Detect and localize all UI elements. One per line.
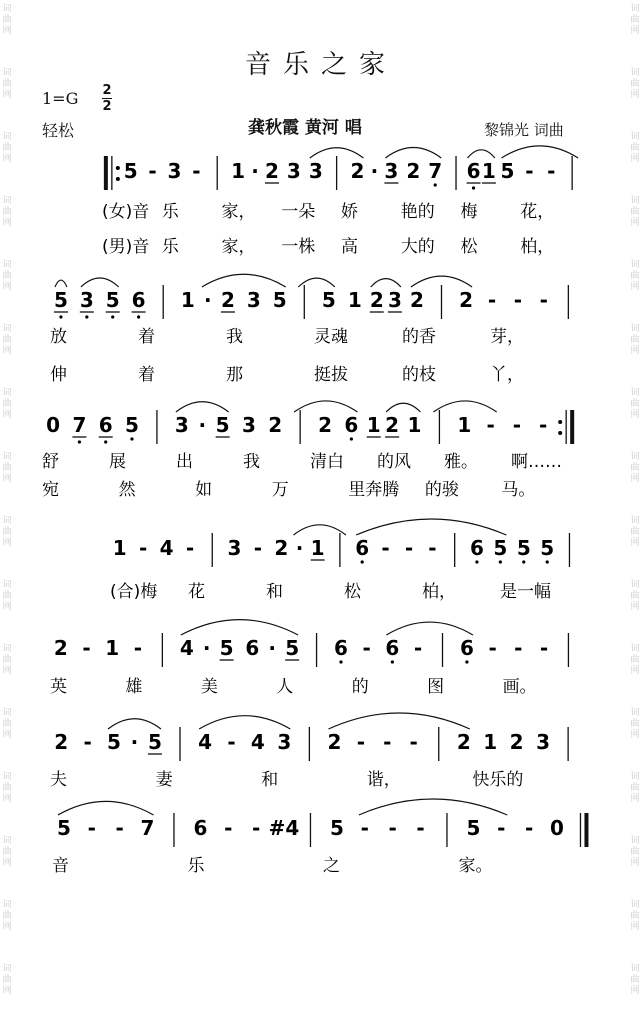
watermark-text: 词曲网 [630, 452, 640, 484]
dash-note: - [409, 730, 418, 754]
lower-octave-dot [339, 660, 342, 663]
note: 7 [140, 816, 155, 840]
lyric-word: 松 [460, 237, 478, 257]
note: 5 [329, 816, 344, 840]
watermark-text: 词曲网 [2, 68, 12, 100]
note: 4 [179, 636, 194, 660]
note: 3 [384, 159, 399, 183]
dot-note: · [251, 159, 259, 183]
lyric-word: 图 [427, 677, 445, 697]
dash-note: - [525, 159, 534, 183]
note: 3 [174, 413, 189, 437]
note: 6 [466, 159, 481, 183]
slur [385, 148, 441, 158]
lyric-word: 的骏 [424, 480, 459, 500]
lyric-word: (合)梅 [110, 582, 158, 602]
lyric-word: 之 [323, 856, 340, 876]
note: 2 [409, 288, 424, 312]
note: 4 [250, 730, 265, 754]
note: 6 [98, 413, 113, 437]
dash-note: - [115, 816, 124, 840]
meter-bottom: 2 [102, 99, 112, 114]
lyric-word: 高 [341, 237, 358, 257]
lyric-word: 如 [195, 480, 213, 500]
note: 2 [53, 636, 68, 660]
lyric-word: 一株 [281, 237, 316, 257]
watermark-text: 词曲网 [2, 324, 12, 356]
dash-note: - [87, 816, 96, 840]
lyric-word: 快乐的 [472, 770, 524, 790]
dash-note: - [488, 636, 497, 660]
lyric-word: 音 [52, 856, 69, 876]
note: 3 [227, 536, 242, 560]
slur [199, 716, 290, 729]
note: 0 [550, 816, 564, 840]
lyric-word: 是一幅 [500, 582, 551, 602]
repeat-dot [116, 166, 120, 170]
dash-note: - [413, 636, 423, 660]
note: 4 [198, 730, 213, 754]
lyric-word: 我 [226, 327, 243, 347]
slur [58, 801, 154, 815]
watermark-text: 词曲网 [630, 196, 640, 228]
lyricist-credit: 黎锦光 词曲 [484, 121, 564, 139]
lyric-word: 画。 [502, 677, 537, 697]
watermark-text: 词曲网 [630, 964, 640, 996]
slur [176, 402, 229, 412]
dash-note: - [487, 288, 497, 312]
dash-note: - [362, 636, 371, 660]
lyric-word: 我 [243, 452, 260, 472]
watermark-text: 词曲网 [630, 388, 640, 420]
note: 3 [536, 730, 550, 754]
lower-octave-dot [472, 186, 475, 189]
lyric-word: 着 [138, 365, 155, 385]
dash-note: - [224, 816, 233, 840]
note: 1 [180, 288, 195, 312]
lyric-word: 挺拔 [314, 365, 348, 385]
lyric-word: 柏， [520, 237, 555, 257]
dash-note: - [192, 159, 201, 183]
watermark-text: 词曲网 [630, 644, 640, 676]
watermark-text: 词曲网 [2, 964, 12, 996]
note: 1 [347, 288, 362, 312]
note: 5 [125, 413, 139, 437]
lower-octave-dot [391, 660, 394, 663]
dash-note: - [148, 159, 157, 183]
lyric-word: 花 [188, 582, 205, 602]
note: 2 [406, 159, 421, 183]
slur [108, 719, 161, 729]
watermark-text: 词曲网 [2, 388, 12, 420]
tempo-marking: 轻松 [42, 121, 75, 140]
lower-octave-dot [465, 660, 468, 663]
slur [181, 620, 298, 635]
note: 7 [428, 159, 443, 183]
note: 5 [285, 636, 300, 660]
dash-note: - [83, 730, 92, 754]
dash-note: - [514, 636, 523, 660]
slur [294, 401, 357, 412]
note: 1 [483, 730, 498, 754]
dot-note: · [130, 730, 139, 754]
watermark-text: 词曲网 [2, 452, 12, 484]
slur [202, 274, 286, 287]
lyric-word: 谐， [366, 770, 401, 790]
dash-note: - [360, 816, 369, 840]
watermark-text: 词曲网 [2, 772, 12, 804]
song-title: 音乐之家 [244, 50, 397, 80]
lyric-word: 放 [50, 327, 67, 347]
lyric-word: 夫 [50, 770, 67, 790]
note: 6 [131, 288, 146, 312]
note: 5 [500, 159, 515, 183]
lower-octave-dot [434, 183, 437, 186]
watermark-text: 词曲网 [630, 4, 640, 36]
lyric-word: 啊…… [511, 452, 562, 472]
dash-note: - [138, 536, 148, 560]
lower-octave-dot [350, 437, 353, 440]
lyric-word: 清白 [310, 452, 344, 472]
note: 2 [318, 413, 333, 437]
watermark-text: 词曲网 [630, 324, 640, 356]
note: 1 [481, 159, 496, 183]
note: 3 [387, 288, 402, 312]
lower-octave-dot [522, 560, 525, 563]
note: 3 [241, 413, 256, 437]
lyric-word: 乐 [187, 856, 205, 876]
dot-note: · [204, 288, 212, 312]
lyric-word: 的 [351, 677, 369, 697]
dash-note: - [82, 636, 91, 660]
repeat-dot [558, 431, 562, 435]
singers-credit: 龚秋霞 黄河 唱 [248, 118, 362, 138]
watermark-text: 词曲网 [630, 68, 640, 100]
slur [55, 280, 67, 287]
key-signature: 1=G [42, 89, 79, 108]
note: 2 [220, 288, 235, 312]
lyric-word: 万 [271, 480, 289, 500]
dash-note: - [381, 536, 390, 560]
dash-note: - [428, 536, 437, 560]
watermark-text: 词曲网 [2, 836, 12, 868]
watermark-text: 词曲网 [2, 516, 12, 548]
watermark-text: 词曲网 [2, 644, 12, 676]
note: 5 [56, 816, 71, 840]
note: 2 [350, 159, 365, 183]
note: 3 [79, 288, 94, 312]
dash-note: - [497, 816, 506, 840]
note: 1 [112, 536, 127, 560]
slur [371, 279, 401, 287]
dash-note: - [185, 536, 195, 560]
lyric-word: 家。 [458, 856, 493, 876]
note: 4 [159, 536, 174, 560]
dash-note: - [416, 816, 425, 840]
dash-note: - [547, 159, 556, 183]
lyric-word: 人 [276, 677, 294, 697]
note: 6 [245, 636, 260, 660]
note: 7 [72, 413, 87, 437]
dash-note: - [253, 536, 263, 560]
lower-octave-dot [111, 315, 114, 318]
note: 2 [54, 730, 69, 754]
lyric-word: 出 [176, 452, 193, 472]
lower-octave-dot [59, 315, 62, 318]
note: 2 [274, 536, 289, 560]
meter-top: 2 [102, 83, 112, 98]
dash-note: - [512, 413, 522, 437]
note: 3 [286, 159, 301, 183]
dot-note: · [198, 413, 207, 437]
watermark-text: 词曲网 [2, 132, 12, 164]
watermark-text: 词曲网 [630, 260, 640, 292]
watermark-text: 词曲网 [2, 196, 12, 228]
lyric-word: 大的 [400, 237, 435, 257]
watermark-text: 词曲网 [630, 708, 640, 740]
lyric-word: 舒 [42, 452, 59, 472]
lyric-word: 雄 [125, 677, 143, 697]
dash-note: - [227, 730, 236, 754]
watermark-text: 词曲网 [2, 900, 12, 932]
note: 3 [308, 159, 323, 183]
lower-octave-dot [130, 437, 133, 440]
note: 5 [466, 816, 481, 840]
note: 2 [459, 288, 474, 312]
note: 5 [215, 413, 230, 437]
note: 1 [105, 636, 120, 660]
lower-octave-dot [361, 560, 364, 563]
lyric-word: 宛 [42, 480, 59, 500]
note: 5 [147, 730, 162, 754]
lyric-word: 马。 [501, 480, 536, 500]
note: 5 [493, 536, 508, 560]
note: 1 [407, 413, 422, 437]
lyric-word: 花， [520, 202, 555, 222]
dash-note: - [383, 730, 392, 754]
dash-note: - [539, 636, 549, 660]
lyric-word: 和 [261, 770, 279, 790]
note: 5 [123, 159, 138, 183]
dot-note: · [370, 159, 379, 183]
lyric-word: 灵魂 [314, 327, 348, 347]
repeat-dot [116, 177, 120, 181]
lower-octave-dot [137, 315, 140, 318]
slur [293, 525, 345, 535]
watermark-text: 词曲网 [630, 900, 640, 932]
lyric-word: 着 [138, 327, 155, 347]
dash-note: - [404, 536, 414, 560]
dash-note: - [251, 816, 261, 840]
lower-octave-dot [104, 440, 107, 443]
watermark-text: 词曲网 [630, 132, 640, 164]
note: #4 [268, 816, 300, 840]
note: 3 [167, 159, 182, 183]
lyric-word: 和 [266, 582, 283, 602]
note: 0 [46, 413, 61, 437]
slur [433, 401, 496, 412]
note: 1 [231, 159, 245, 183]
lower-octave-dot [78, 440, 81, 443]
lyric-word: 雅。 [444, 452, 478, 472]
note: 5 [53, 288, 68, 312]
note: 1 [310, 536, 325, 560]
note: 5 [540, 536, 555, 560]
lyric-word: 艳的 [400, 202, 435, 222]
lyric-word: (女)音 [102, 202, 150, 222]
lyric-word: (男)音 [102, 237, 150, 257]
note: 1 [366, 413, 381, 437]
watermark-text: 词曲网 [2, 708, 12, 740]
dash-note: - [486, 413, 495, 437]
dash-note: - [524, 816, 534, 840]
lyric-word: 柏， [422, 582, 456, 602]
lyric-word: 乐 [161, 202, 179, 222]
note: 6 [193, 816, 208, 840]
lyric-word: 妻 [155, 770, 173, 790]
note: 5 [105, 288, 120, 312]
note: 5 [272, 288, 287, 312]
dash-note: - [539, 413, 548, 437]
dot-note: · [295, 536, 304, 560]
note: 2 [265, 159, 279, 183]
lyric-word: 的枝 [402, 365, 436, 385]
lyric-word: 一朵 [281, 202, 316, 222]
lyric-word: 家， [221, 237, 256, 257]
dash-note: - [388, 816, 397, 840]
dash-note: - [356, 730, 366, 754]
watermark-text: 词曲网 [630, 836, 640, 868]
slur [359, 799, 508, 815]
watermark-text: 词曲网 [630, 772, 640, 804]
note: 6 [334, 636, 348, 660]
lower-octave-dot [475, 560, 478, 563]
note: 5 [107, 730, 121, 754]
lyric-word: 伸 [50, 365, 67, 385]
lyric-word: 芽， [490, 327, 524, 347]
note: 6 [459, 636, 474, 660]
note: 1 [457, 413, 472, 437]
lyric-word: 美 [200, 677, 218, 697]
lower-octave-dot [85, 315, 88, 318]
lyric-word: 丫， [490, 365, 524, 385]
dot-note: · [268, 636, 277, 660]
slur [356, 519, 506, 535]
lyric-word: 的风 [377, 452, 411, 472]
note: 2 [369, 288, 384, 312]
slur [386, 403, 420, 412]
lyric-word: 展 [109, 452, 126, 472]
dash-note: - [539, 288, 548, 312]
watermark-text: 词曲网 [2, 580, 12, 612]
note: 3 [246, 288, 261, 312]
slur [386, 622, 473, 635]
watermark-text: 词曲网 [630, 580, 640, 612]
watermark-text: 词曲网 [630, 516, 640, 548]
lyric-word: 里奔腾 [348, 480, 400, 500]
note: 2 [456, 730, 471, 754]
lyric-word: 的香 [402, 327, 436, 347]
slur [468, 150, 495, 158]
note: 6 [355, 536, 370, 560]
note: 2 [385, 413, 400, 437]
lyric-word: 然 [118, 480, 136, 500]
slur [81, 278, 119, 287]
note: 5 [219, 636, 234, 660]
watermark-text: 词曲网 [2, 260, 12, 292]
slur [502, 146, 579, 158]
lower-octave-dot [546, 560, 549, 563]
lyric-word: 家， [221, 202, 256, 222]
note: 6 [385, 636, 400, 660]
lower-octave-dot [499, 560, 502, 563]
lyric-word: 松 [344, 582, 361, 602]
note: 2 [268, 413, 283, 437]
note: 6 [469, 536, 484, 560]
lyric-word: 乐 [161, 237, 179, 257]
note: 2 [327, 730, 342, 754]
dot-note: · [202, 636, 211, 660]
note: 6 [344, 413, 359, 437]
lyric-word: 英 [50, 677, 67, 697]
lyric-word: 娇 [341, 202, 358, 222]
dash-note: - [133, 636, 143, 660]
note: 5 [321, 288, 336, 312]
watermark-text: 词曲网 [2, 4, 12, 36]
dash-note: - [513, 288, 523, 312]
lyric-word: 那 [226, 365, 243, 385]
repeat-dot [558, 420, 562, 424]
note: 3 [277, 730, 292, 754]
slur [328, 713, 469, 729]
lyric-word: 梅 [460, 202, 478, 222]
note: 2 [509, 730, 524, 754]
note: 5 [516, 536, 531, 560]
